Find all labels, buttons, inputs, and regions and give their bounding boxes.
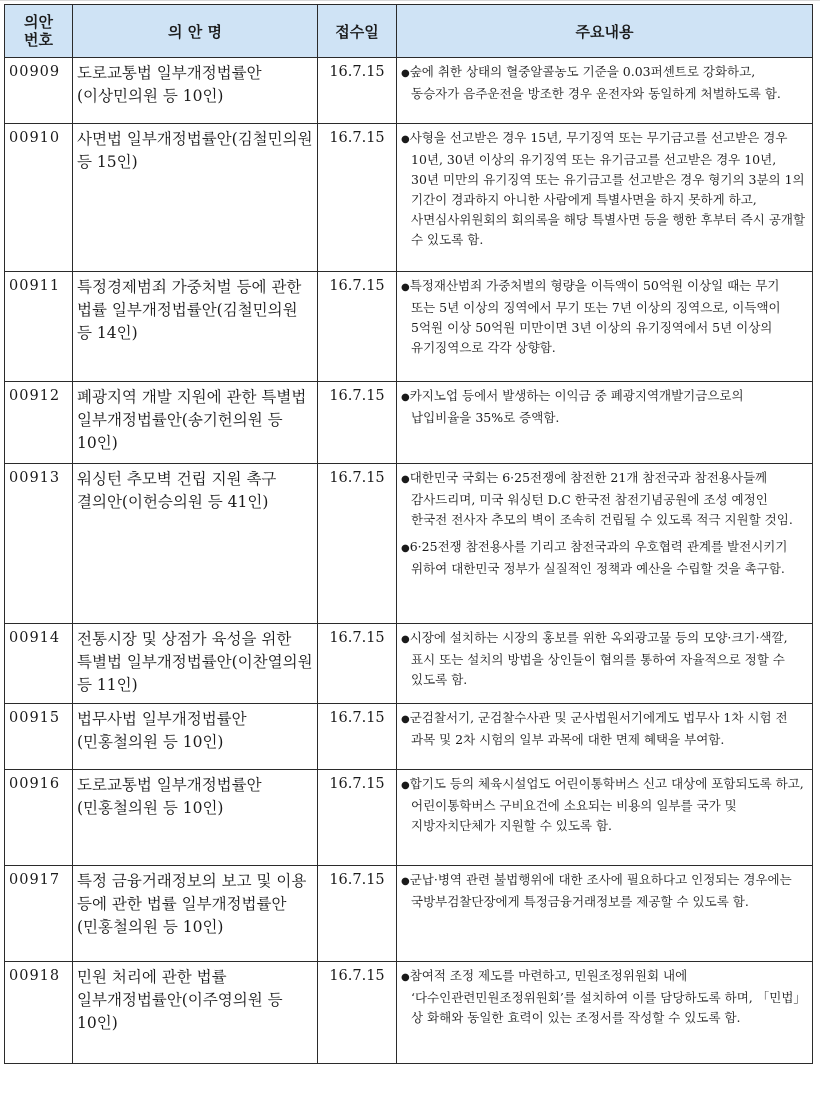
bullet-icon: ● <box>401 543 410 554</box>
received-date: 16.7.15 <box>318 124 397 272</box>
header-main-content: 주요내용 <box>397 5 813 58</box>
content-point <box>401 708 806 750</box>
bill-number: 00910 <box>5 124 73 272</box>
received-date: 16.7.15 <box>318 704 397 770</box>
content-point-text: 군납·병역 관련 불법행위에 대한 조사에 필요하다고 인정되는 경우에는 국방부검찰단장에게 특정금융거래정보를 제공할 수 있도록 함. <box>409 872 792 909</box>
received-date: 16.7.15 <box>318 866 397 962</box>
bill-title: 민원 처리에 관한 법률 일부개정법률안(이주영의원 등 10인) <box>73 962 318 1064</box>
bullet-icon: ● <box>401 134 410 145</box>
bill-title: 도로교통법 일부개정법률안(민홍철의원 등 10인) <box>73 770 318 866</box>
bullet-icon: ● <box>401 714 410 725</box>
main-content <box>397 272 813 382</box>
table-row <box>5 124 813 272</box>
table-row <box>5 624 813 704</box>
bill-number: 00911 <box>5 272 73 382</box>
content-point <box>401 537 806 579</box>
bill-title: 특정 금융거래정보의 보고 및 이용 등에 관한 법률 일부개정법률안(민홍철의원 등 10인) <box>73 866 318 962</box>
bullet-icon: ● <box>401 392 410 403</box>
bill-title: 워싱턴 추모벽 건립 지원 촉구 결의안(이헌승의원 등 41인) <box>73 464 318 624</box>
received-date: 16.7.15 <box>318 382 397 464</box>
bill-title: 사면법 일부개정법률안(김철민의원 등 15인) <box>73 124 318 272</box>
main-content <box>397 962 813 1064</box>
bill-title: 특정경제범죄 가중처벌 등에 관한 법률 일부개정법률안(김철민의원 등 14인) <box>73 272 318 382</box>
content-point-text: 6·25전쟁 참전용사를 기리고 참전국과의 우호협력 관계를 발전시키기 위하여 대한민국 정부가 실질적인 정책과 예산을 수립할 것을 촉구함. <box>409 539 788 576</box>
received-date: 16.7.15 <box>318 962 397 1064</box>
bill-title: 전통시장 및 상점가 육성을 위한 특별법 일부개정법률안(이찬열의원 등 11인) <box>73 624 318 704</box>
bill-number: 00918 <box>5 962 73 1064</box>
bullet-icon: ● <box>401 474 410 485</box>
bill-title: 도로교통법 일부개정법률안(이상민의원 등 10인) <box>73 58 318 124</box>
main-content <box>397 770 813 866</box>
main-content <box>397 624 813 704</box>
bill-number: 00917 <box>5 866 73 962</box>
received-date: 16.7.15 <box>318 624 397 704</box>
content-point-text: 특정재산범죄 가중처벌의 형량을 이득액이 50억원 이상일 때는 무기 또는 5년 이상의 징역에서 무기 또는 7년 이상의 징역으로, 이득액이 5억원 이상 50억원 미만이면 3년 이상의 유기징역에서 5년 이상의 유기징역으로 각각 상향함. <box>409 278 781 355</box>
main-content <box>397 866 813 962</box>
main-content <box>397 58 813 124</box>
content-point <box>401 276 806 358</box>
content-point <box>401 468 806 530</box>
content-point <box>401 628 806 690</box>
received-date: 16.7.15 <box>318 770 397 866</box>
bullet-icon: ● <box>401 68 410 79</box>
received-date: 16.7.15 <box>318 464 397 624</box>
bullet-icon: ● <box>401 972 410 983</box>
bill-number: 00909 <box>5 58 73 124</box>
content-point-text: 합기도 등의 체육시설업도 어린이통학버스 신고 대상에 포함되도록 하고, 어린이통학버스 구비요건에 소요되는 비용의 일부를 국가 및 지방자치단체가 지원할 수 있도록 함. <box>409 776 804 833</box>
header-bill-number: 의안 번호 <box>5 5 73 58</box>
content-point-text: 시장에 설치하는 시장의 홍보를 위한 옥외광고물 등의 모양·크기·색깔, 표시 또는 설치의 방법을 상인들이 협의를 통하여 자율적으로 정할 수 있도록 함. <box>409 630 788 687</box>
received-date: 16.7.15 <box>318 58 397 124</box>
header-bill-name: 의 안 명 <box>73 5 318 58</box>
table-row <box>5 272 813 382</box>
content-point <box>401 62 806 104</box>
main-content <box>397 124 813 272</box>
content-point <box>401 966 806 1028</box>
bullet-icon: ● <box>401 780 410 791</box>
bill-title: 법무사법 일부개정법률안(민홍철의원 등 10인) <box>73 704 318 770</box>
content-point-text: 숲에 취한 상태의 혈중알콜농도 기준을 0.03퍼센트로 강화하고, 동승자가 음주운전을 방조한 경우 운전자와 동일하게 처벌하도록 함. <box>409 64 781 101</box>
content-point-text: 카지노업 등에서 발생하는 이익금 중 폐광지역개발기금으로의 납입비율을 35%로 증액함. <box>409 388 744 425</box>
bill-number: 00916 <box>5 770 73 866</box>
content-point-text: 대한민국 국회는 6·25전쟁에 참전한 21개 참전국과 참전용사들께 감사드리며, 미국 워싱턴 D.C 한국전 참전기념공원에 조성 예정인 한국전 전사자 추모의 벽이 조속히 건립될 수 있도록 적극 지원할 것임. <box>409 470 793 527</box>
content-point <box>401 870 806 912</box>
content-point-text: 참여적 조정 제도를 마련하고, 민원조정위원회 내에 ‘다수인관련민원조정위원회’를 설치하여 이를 담당하도록 하며, 「민법」 상 화해와 동일한 효력이 있는 조정서를 작성할 수 있도록 함. <box>409 968 806 1025</box>
table-row <box>5 770 813 866</box>
bullet-icon: ● <box>401 876 410 887</box>
bullet-icon: ● <box>401 634 410 645</box>
table-body <box>5 58 813 1064</box>
bill-title: 폐광지역 개발 지원에 관한 특별법 일부개정법률안(송기헌의원 등 10인) <box>73 382 318 464</box>
bill-number: 00914 <box>5 624 73 704</box>
table-row <box>5 464 813 624</box>
table-row <box>5 866 813 962</box>
bill-table <box>4 4 813 1064</box>
content-point-text: 사형을 선고받은 경우 15년, 무기징역 또는 무기금고를 선고받은 경우 10년, 30년 이상의 유기징역 또는 유기금고를 선고받은 경우 10년, 30년 미만의 유기징역 또는 유기금고를 선고받은 경우 형기의 3분의 1의 기간이 경과하지 아니한 사람에게 특별사면을 하지 못하게 하고, 사면심사위원회의 회의록을 해당 특별사면 등을 행한 후부터 즉시 공개할 수 있도록 함. <box>409 130 806 247</box>
page-top-rule <box>0 0 820 1</box>
bullet-icon: ● <box>401 282 410 293</box>
received-date: 16.7.15 <box>318 272 397 382</box>
main-content <box>397 464 813 624</box>
content-point <box>401 774 806 836</box>
bill-number: 00912 <box>5 382 73 464</box>
table-header-row <box>5 5 813 58</box>
main-content <box>397 382 813 464</box>
main-content <box>397 704 813 770</box>
content-point <box>401 128 806 250</box>
header-received-date: 접수일 <box>318 5 397 58</box>
table-row <box>5 704 813 770</box>
table-row <box>5 58 813 124</box>
content-point-text: 군검찰서기, 군검찰수사관 및 군사법원서기에게도 법무사 1차 시험 전 과목 및 2차 시험의 일부 과목에 대한 면제 혜택을 부여함. <box>409 710 788 747</box>
bill-number: 00915 <box>5 704 73 770</box>
content-point <box>401 386 806 428</box>
table-row <box>5 382 813 464</box>
bill-number: 00913 <box>5 464 73 624</box>
table-row <box>5 962 813 1064</box>
